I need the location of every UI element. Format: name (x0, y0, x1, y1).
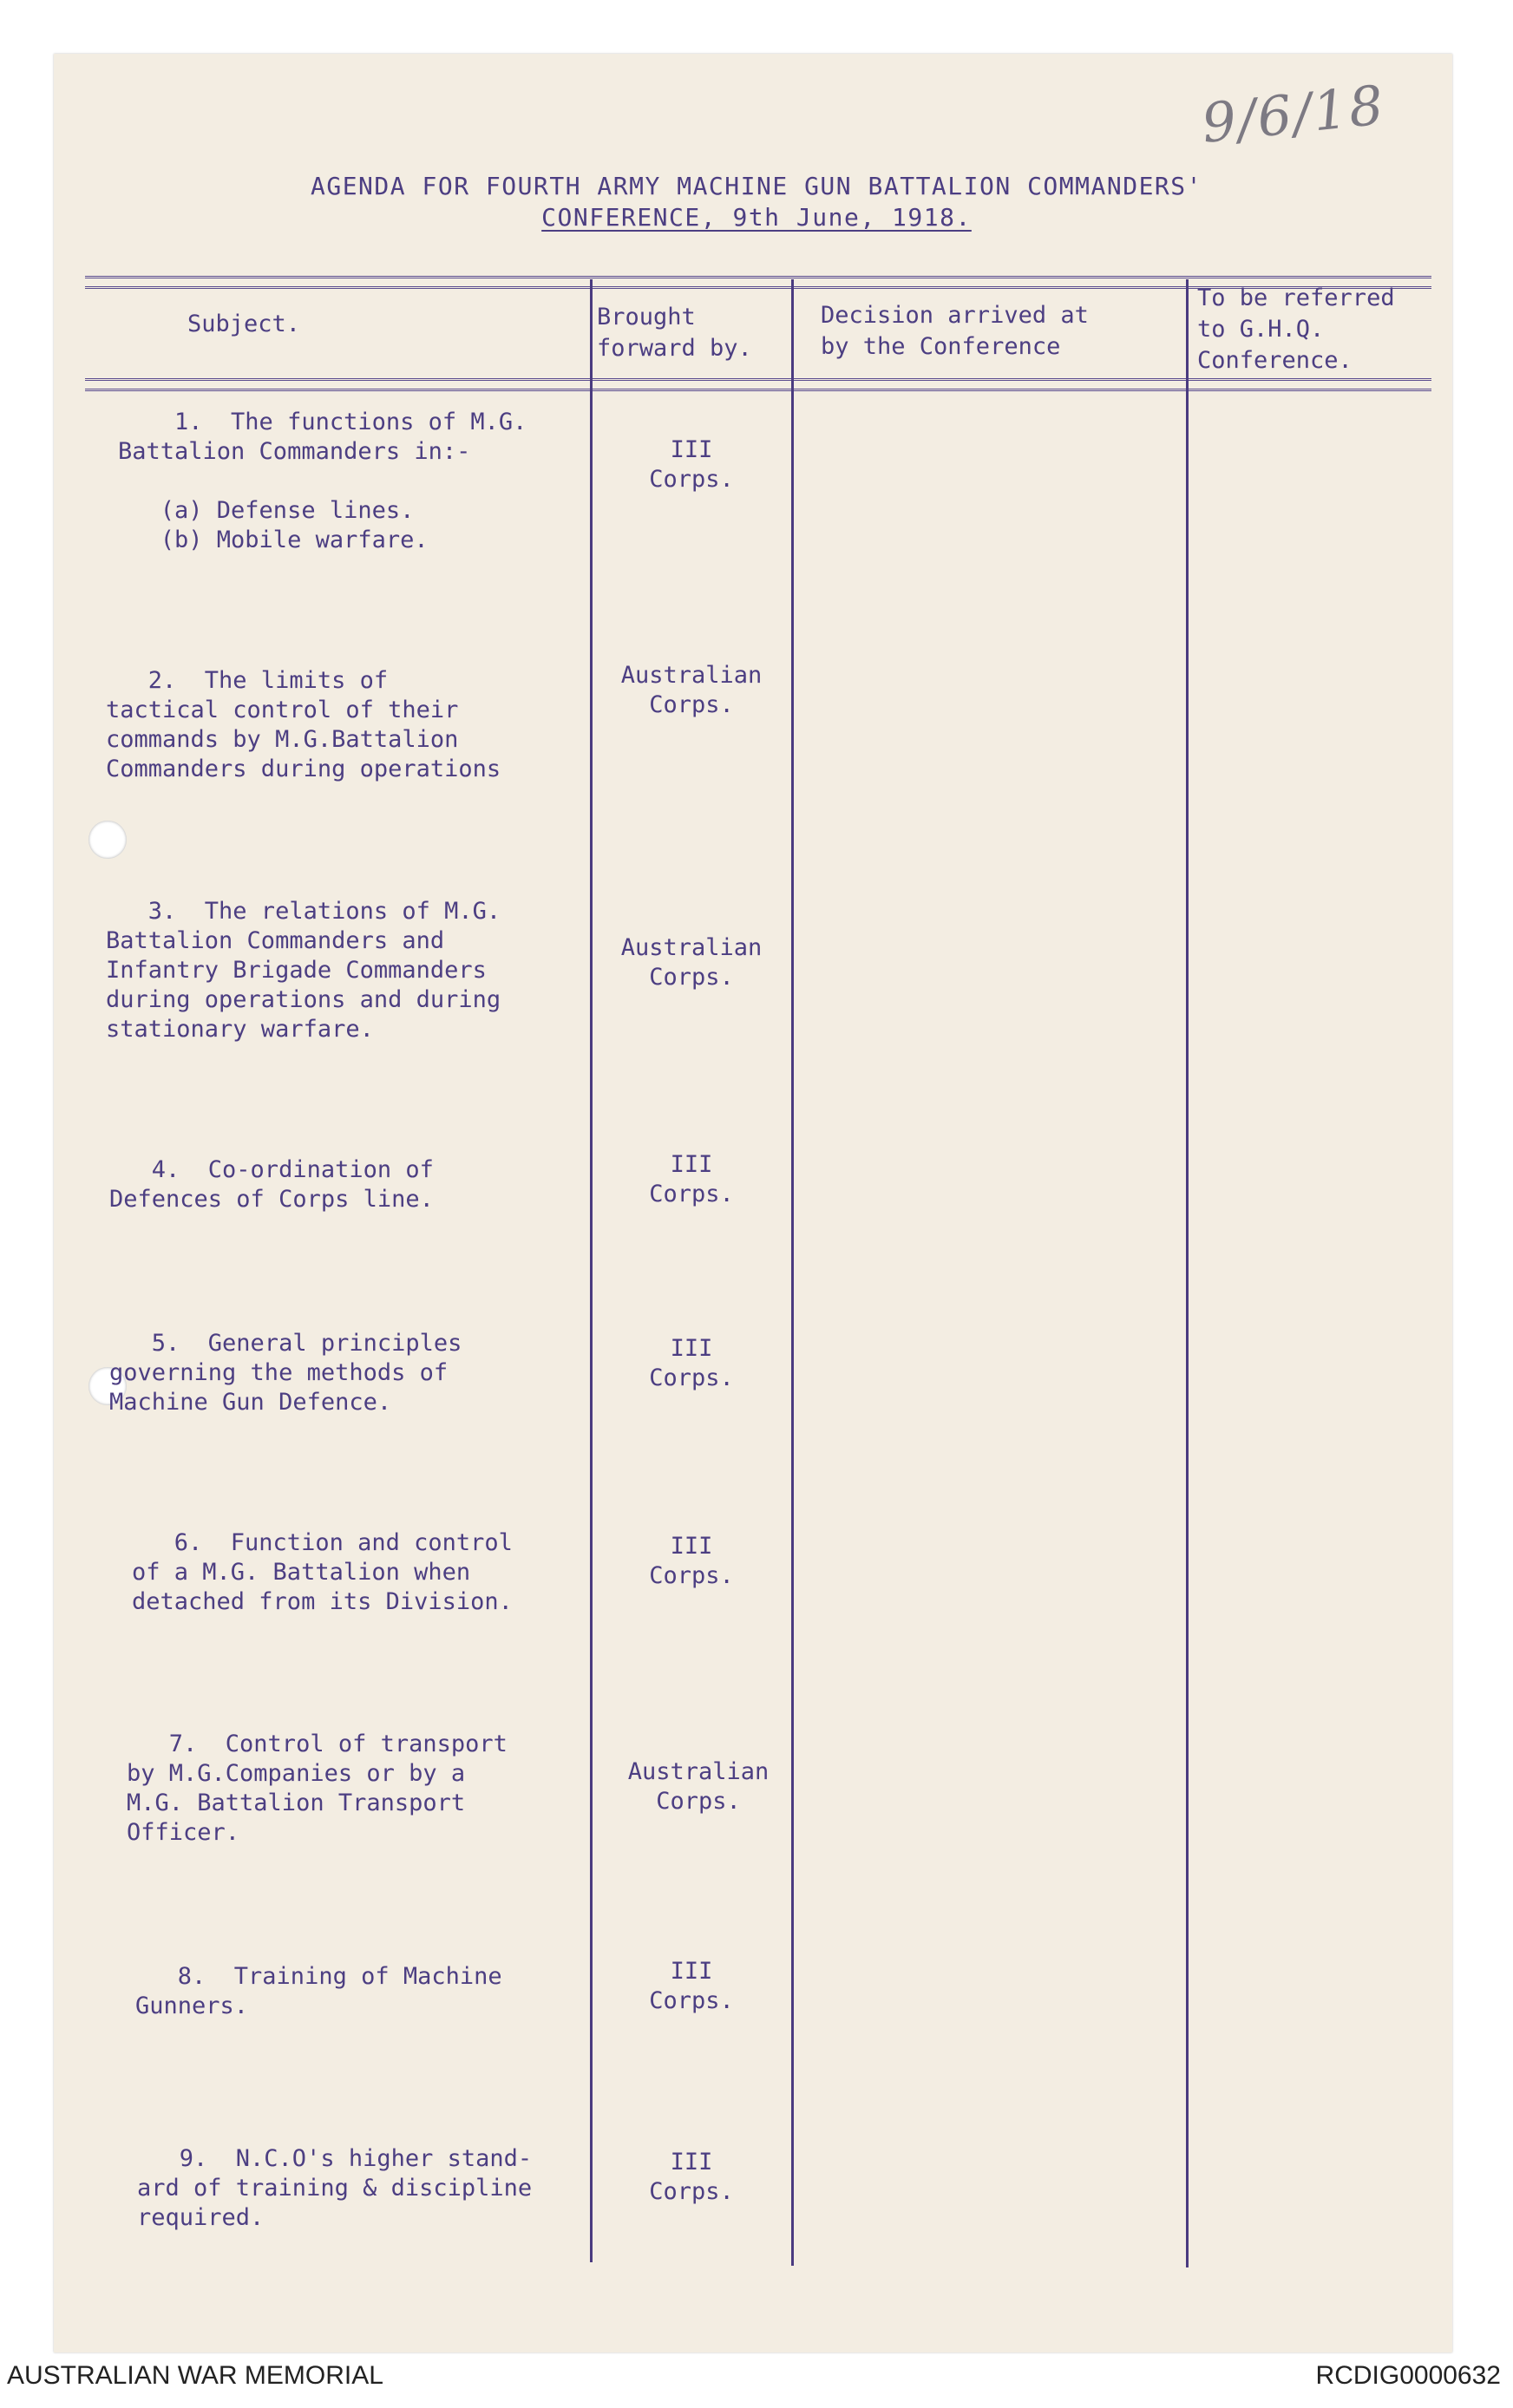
column-divider-2 (791, 279, 794, 2266)
footer-record-id: RCDIG0000632 (1315, 2361, 1501, 2390)
header-subject: Subject. (187, 311, 301, 337)
agenda-item-4-subject: 4. Co-ordination of Defences of Corps line. (109, 1156, 434, 1213)
header-brought-forward: Brought forward by. (597, 304, 752, 362)
table-top-rule (85, 276, 1431, 282)
agenda-item-9-subject: 9. N.C.O's higher stand- ard of training & discipline required. (137, 2145, 533, 2231)
column-divider-3 (1186, 279, 1189, 2267)
footer-institution: AUSTRALIAN WAR MEMORIAL (7, 2361, 383, 2390)
agenda-item-2-subject: 2. The limits of tactical control of their commands by M.G.Battalion Commanders during operations (106, 667, 501, 782)
agenda-item-2-brought-by: Australian Corps. (620, 662, 763, 718)
punch-hole-top (88, 821, 127, 859)
agenda-item-3-brought-by: Australian Corps. (620, 934, 763, 991)
agenda-item-8-subject: 8. Training of Machine Gunners. (135, 1963, 502, 2019)
agenda-item-8-brought-by: III Corps. (649, 1958, 734, 2014)
page-title: AGENDA FOR FOURTH ARMY MACHINE GUN BATTALION COMMANDERS' (310, 172, 1202, 200)
agenda-item-5-subject: 5. General principles governing the methods of Machine Gun Defence. (109, 1330, 462, 1416)
agenda-item-4-brought-by: III Corps. (649, 1151, 734, 1207)
agenda-item-1-subject: 1. The functions of M.G. Battalion Commanders in:- (a) Defense lines. (b) Mobile warfare. (118, 409, 527, 553)
header-decision: Decision arrived at by the Conference (821, 302, 1089, 360)
header-referred-ghq: To be referred to G.H.Q. Conference. (1197, 285, 1395, 374)
agenda-item-7-subject: 7. Control of transport by M.G.Companies or by a M.G. Battalion Transport Officer. (127, 1731, 508, 1846)
agenda-item-7-brought-by: Australian Corps. (627, 1758, 770, 1815)
agenda-item-9-brought-by: III Corps. (649, 2149, 734, 2205)
handwritten-date: 9/6/18 (1198, 73, 1388, 155)
agenda-item-6-subject: 6. Function and control of a M.G. Battalion when detached from its Division. (132, 1529, 513, 1615)
agenda-item-1-brought-by: III Corps. (649, 436, 734, 493)
agenda-item-5-brought-by: III Corps. (649, 1335, 734, 1391)
page-subtitle: CONFERENCE, 9th June, 1918. (541, 203, 972, 232)
header-bottom-rule-2 (85, 389, 1431, 395)
agenda-item-6-brought-by: III Corps. (649, 1533, 734, 1589)
agenda-item-3-subject: 3. The relations of M.G. Battalion Commanders and Infantry Brigade Commanders during operations and during stationary warfare. (106, 898, 501, 1043)
header-bottom-rule (85, 378, 1431, 384)
